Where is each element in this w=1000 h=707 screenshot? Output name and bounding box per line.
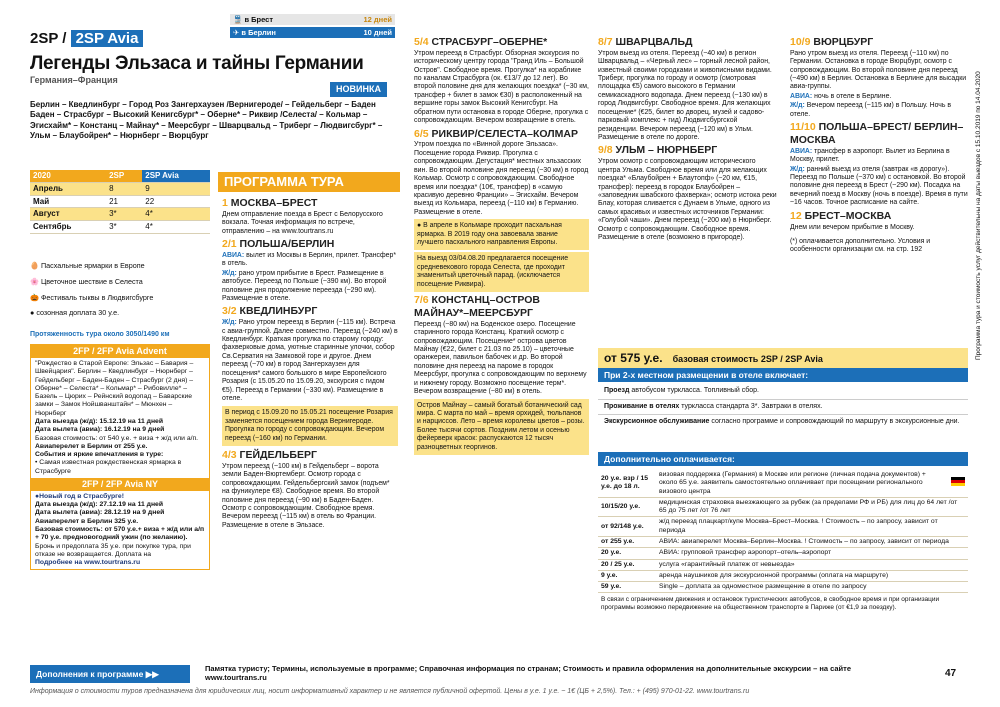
dates-table: 2020 2SP 2SP Avia Апрель 8 9 Май 21 22 Август 3* 4* Сентябрь 3* 4* bbox=[30, 170, 210, 234]
included-title: При 2-х местном размещении в отеле включает: bbox=[598, 368, 968, 382]
price-bar: от 575 у.е. базовая стоимость 2SP / 2SP Avia bbox=[598, 348, 968, 369]
train-icon: 🚆 bbox=[233, 15, 243, 24]
arrow-icon: ▶▶ bbox=[145, 669, 159, 679]
program-title: ПРОГРАММА ТУРА bbox=[218, 172, 400, 192]
selestat-note: На выезд 03/04.08.20 предлагается посещение средневекового города Селеста, где проходит знаменитый цветочный парад. (исключается посещение Риквира). bbox=[414, 252, 589, 292]
tour-code-avia: 2SP Avia bbox=[71, 30, 144, 47]
extra-table: 20 у.е. взр / 15 у.е. до 18 л. визовая поддержка (Германия) в Москве или регионе (личная подача документов) + около 65 у.е. заявитель самостоятельно оплачивает при посещении регионального визового центра 10/15/20 у.е. медицинская страховка выезжающего за рубеж (за пределами РФ и РБ) для лиц до 64 лет /от 65 до 75 лет /от 76 лет от 92/148 у.е. ж/д переезд плацкарт/купе Москва–Брест–Москва. ! Стоимость – по запросу, зависит от периода от 255 у.е. АВИА: авиаперелет Москва–Берлин–Москва. ! Стоимость – по запросу, зависит от периода 20 у.е. АВИА: групповой трансфер аэропорт–отель–аэропорт 20 / 25 у.е. услуга «гарантийный платеж от невыезда» 9 у.е. аренда наушников для экскурсионной программы (оплата на маршруте) 59 у.е. Single – доплата за одноместное размещение в отеле по запросу В связи с ограничением движения и остановок туристических автобусов, в свободное время и при организации программы возможно передвижение на общественном транспорте в Париже (от €1,9 за поездку). bbox=[598, 470, 968, 615]
bottom-note: В связи с ограничением движения и остановок туристических автобусов, в свободное время и при организации программы возможно передвижение на общественном транспорте в Париже (от €1,9 за поездку). bbox=[601, 596, 940, 612]
easter-egg-icon: 🥚 bbox=[30, 261, 39, 270]
program-col-4: 10/9 ВЮРЦБУРГ Рано утром выезд из отеля. Переезд (~110 км) по Германии. Остановка в городе Вюрцбург, осмотр с сопровождающим. Во второй половине дня переезд (~490 км) в Берлин. Остановка в Берлине для высадки авиа-группы. АВИА: ночь в отеле в Берлине. Ж/д: Вечером переезд (~115 км) в Польшу. Ночь в отеле. 11/10 ПОЛЬША–БРЕСТ/ БЕРЛИН–МОСКВА АВИА: трансфер в аэропорт. Вылет из Берлина в Москву, прилет. Ж/д: ранний выезд из отеля (завтрак «в дорогу»). Переезд по Польше (~370 км) с остановкой. Во второй половине дня переезд в Брест (~290 км). Посадка на вечерний поезд в Москву (ночь в поезде). Время в пути ~16 часов. Точное расписание на сайте. 12 БРЕСТ–МОСКВА Днем или вечером прибытие в Москву. (*) оплачивается дополнительно. Условия и особенности организации см. на стр. 192 bbox=[790, 34, 970, 256]
legend: 🥚 Пасхальные ярмарки в Европе 🌸 Цветочное шествие в Селеста 🎃 Фестиваль тыквы в Людвигсбурге ● созонная доплата 30 у.е. bbox=[30, 261, 154, 318]
program-col-1: 1 МОСКВА–БРЕСТ Днем отправление поезда в Брест с Белорусского вокзала. Точная информация по встрече, отправлению – на www.tourtrans.ru 2/1 ПОЛЬША/БЕРЛИН АВИА: вылет из Москвы в Берлин, прилет. Трансфер* в отель. Ж/д: рано утром прибытие в Брест. Размещение в автобусе. Переезд по Польше (~390 км). Во второй половине дня продолжение переезда (~290 км). Размещение в отеле. 3/2 КВЕДЛИНБУРГ Ж/д: Рано утром переезд в Берлин (~115 км). Встреча с авиа-группой. Далее совместно. Переезд (~240 км) в Кведлинбург. Краткая прогулка по старому городу: фахверковые дома, уютные старинные улочки, собор Св.Серватия на Замковой горе и другое. Днем переезд (~70 км) в город Зангерхаузен для посещения* самого большого в мире Европейского Розария (с 15.05.20 по 15.09.20, экскурсия с гидом €5). Переезд в Германии (~330 км). Размещение в отеле. В период с 15.09.20 по 15.05.21 посещение Розария заменяется посещением города Вернигероде. Прогулка по городу с сопровождающим. Вечером переезд (~160 км) по Германии. 4/3 ГЕЙДЕЛЬБЕРГ Утром переезд (~100 км) в Гейдельберг – ворота земли Баден-Вюртемберг. Осмотр города с сопровождающим. Гейдельбергский замок (подъем* на фуникулере €8). Свободное время. Во второй половине дня переезд (~90 км) в Баден-Баден. Осмотр с сопровождающим. Свободное время. Вечером переезд (~115 км) в отель во Франции. Размещение в отеле в Эльзасе. bbox=[222, 197, 398, 529]
flower-icon: 🌸 bbox=[30, 276, 39, 286]
program-col-3: 8/7 ШВАРЦВАЛЬД Утром выезд из отеля. Переезд (~40 км) в регион Шварцвальд – «Черный лес» – горный лесной район, известный своими городками и живописными видами. Триберг, прогулка по городу и осмотр (смотровая площадка €5) самого высокого в Германии семикаскадного водопада. Днем переезд (~130 км) в город Людвигсбург. Свободное время. Для желающих посещение* (€25, билет во дворец, музей и садово-парковый комплекс + гид) Людвигсбургской резиденции. Вечером переезд (~120 км) в Ульм. Размещение в отеле по дороге. 9/8 УЛЬМ – НЮРНБЕРГ Утром осмотр с сопровождающим исторического центра Ульма. Свободное время или для желающих поездка* «Блаубойрен + Блаутопф» (~20 км, €15, трансфер): переезд в городок Блаубойрен – «заповедник швабского фахверка»; осмотр истока реки Блау, которая сливается с Дунаем в Ульме, одного из самых красивых и известных источников Германии: «Голубой чаши». Днем переезд (~200 км) в Нюрнберг. Осмотр с сопровождающим. Свободное время. Размещение в отеле (возможно в пригороде). bbox=[598, 36, 777, 242]
footer-links[interactable]: Памятка туристу; Термины, используемые в программе; Справочная информация по странам; Стоимость и правила оформления на дополнительные экскурсии – на сайте www.tourtrans.ru bbox=[205, 664, 852, 683]
germany-flag-icon bbox=[951, 477, 965, 486]
footnote: (*) оплачивается дополнительно. Условия и особенности организации см. на стр. 192 bbox=[790, 237, 931, 254]
tour-code: 2SP / bbox=[30, 30, 67, 47]
note-box: В период с 15.09.20 по 15.05.21 посещение Розария заменяется посещением города Вернигероде. Прогулка по городу с сопровождающим. Вечером переезд (~160 км) по Германии. bbox=[222, 406, 398, 446]
mainau-note: Остров Майнау – самый богатый ботанический сад мира. С марта по май – время орхидей, тюльпанов и нарциссов. Лето – время королевы цветов – розы. Более тысячи сортов. Поздним летом и осенью фейерверк красок: распускаются 12 тысяч разноцветных георгинов. bbox=[414, 399, 589, 456]
dot-icon: ● bbox=[30, 308, 35, 318]
validity-side-text: Программа тура и стоимость услуг действительны на даты выездов с 15.10.2019 по 14.04.2020 bbox=[975, 71, 982, 360]
page-number: 47 bbox=[945, 668, 957, 679]
duration-block: 🚆 в Брест 12 дней ✈ в Берлин 10 дней bbox=[230, 14, 395, 38]
plane-icon: ✈ bbox=[233, 28, 240, 38]
tour-title: Легенды Эльзаса и тайны Германии bbox=[30, 53, 364, 75]
footer-tab[interactable]: Дополнения к программе ▶▶ bbox=[30, 665, 190, 683]
included-list: Проезд автобусом туркласса. Топливный сбор. Проживание в отелях туркласса стандарта 3*. Завтраки в отелях. Экскурсионное обслуживание согласно программе и сопровождающий по маршруту в экскурсионные дни. bbox=[598, 384, 968, 430]
extra-title: Дополнительно оплачивается: bbox=[598, 452, 968, 466]
pumpkin-icon: 🎃 bbox=[30, 292, 39, 302]
tour-length: Протяженность тура около 3050/1490 км bbox=[30, 331, 170, 338]
tour-header bbox=[30, 30, 400, 86]
more-link[interactable]: Подробнее на www.tourtrans.ru bbox=[35, 559, 141, 567]
program-col-2: 5/4 СТРАСБУРГ–ОБЕРНЕ* Утром переезд в Страсбург. Обзорная экскурсия по историческому центру города "Гранд Иль – Большой Остров". Свободное время. Прогулка* на кораблике по каналам Страсбурга (ок. €13/7 до 12 лет). Во второй половине дня для желающих поездка* (~30 км, трансфер + билет в замок €30) в расположенный на вершине горы замок Высокий Кенигсбург. На обратном пути остановка в городе Оберне, прогулка с сопровождающим. Вечером возвращение в отель. 6/5 РИКВИР/СЕЛЕСТА–КОЛМАР Утром поездка по «Винной дороге Эльзаса». Посещение города Риквир. Прогулка с сопровождающим. Дегустация* местных эльзасских вин. Во второй половине дня переезд (~30 км) в город Кольмар. Осмотр с сопровождающим. Свободное время или поездка* (10€, трансфер) в «самую красивую деревню Франции» – Эгисхайм. Вечером выезд из Кольмара, переезд (~110 км) в Германию. Размещение в отеле. ● В апреле в Кольмаре проходит пасхальная ярмарка. В 2019 году она завоевала звание лучшего пасхального направления Европы. На выезд 03/04.08.20 предлагается посещение средневекового города Селеста, где проходит знаменитый цветочный парад. (исключается посещение Риквира). 7/6 КОНСТАНЦ–ОСТРОВ МАЙНАУ*–МЕЕРСБУРГ Переезд (~80 км) на Боденское озеро. Посещение старинного города Констанц. Краткий осмотр с сопровождающим. Посещение* острова цветов Майнау (€22, билет с 21.03 по 25.10) – цветочные оранжереи, павильон бабочек и др. Во второй половине дня переезд на пароме в городок Меерсбург, прогулка с сопровождающим по верхнему и нижнему городу. Возможно посещение терм*. Вечером возвращение (~80 км) в отель. Остров Майнау – самый богатый ботанический сад мира. С марта по май – время орхидей, тюльпанов и нарциссов. Лето – время королевы цветов – розы. Более тысячи сортов. Поздним летом и осенью фейерверк красок: распускаются 12 тысяч разноцветных георгинов. bbox=[414, 34, 589, 457]
route: Берлин – Кведлинбург – Город Роз Зангерхаузен /Вернигероде/ – Гейдельберг – Баден Баден – Страсбург – Высокий Кенигсбург* – Оберне* – Риквир /Селеста/ – Кольмар – Эгисхайм* – Констанц – Майнау* – Меерсбург – Шварцвальд – Триберг – Людвигсбург* – Ульм – Блаубойрен* – Нюрнберг – Вюрцбург bbox=[30, 100, 383, 141]
new-badge: НОВИНКА bbox=[330, 82, 387, 97]
easter-note: ● В апреле в Кольмаре проходит пасхальная ярмарка. В 2019 году она завоевала звание лучшего пасхального направления Европы. bbox=[414, 219, 589, 250]
advent-box: 2FP / 2FP Avia Advent "Рождество в Старой Европе: Эльзас – Бавария – Швейцария". Берлин – Кведлинбург – Нюрнберг – Гейдельберг – Баден-Баден – Страсбург (2 дня) – Оберне* – Селеста* – Кольмар* – Рибовилле* – Базель – Цюрих – Рейнский водопад – Баварские замки – Замок Нойшванштайн* – Мюнхен – Нюрнберг Дата выезда (ж/д): 15.12.19 на 11 дней Дата вылета (авиа): 16.12.19 на 9 дней Базовая стоимость: от 540 у.е. + виза + ж/д или а/п. Авиаперелет в Берлин от 255 у.е. События и яркие впечатления в туре: • Самая известная рождественская ярмарка в Страсбурге 2FP / 2FP Avia NY ●Новый год в Страсбурге! Дата выезда (ж/д): 27.12.19 на 11 дней Дата вылета (авиа): 28.12.19 на 9 дней Авиаперелет в Берлин 325 у.е. Базовая стоимость: от 570 у.е.+ виза + ж/д или а/п + 70 у.е. предновогодний ужин (по желанию). Бронь и предоплата 35 у.е. при покупке тура, при отказе не возвращается. Доплата на Подробнее на www.tourtrans.ru bbox=[30, 344, 210, 570]
tour-subtitle: Германия–Франция bbox=[30, 75, 118, 86]
footer-disclaimer: Информация о стоимости туров предназначена для юридических лиц, носит информативный характер и не является публичной офертой. Цены в у.е. 1 у.е. ~ 1€ (ЦБ + 2,5%). Тел.: + (495) 970-01-22. www.tourtrans.ru bbox=[30, 688, 750, 695]
